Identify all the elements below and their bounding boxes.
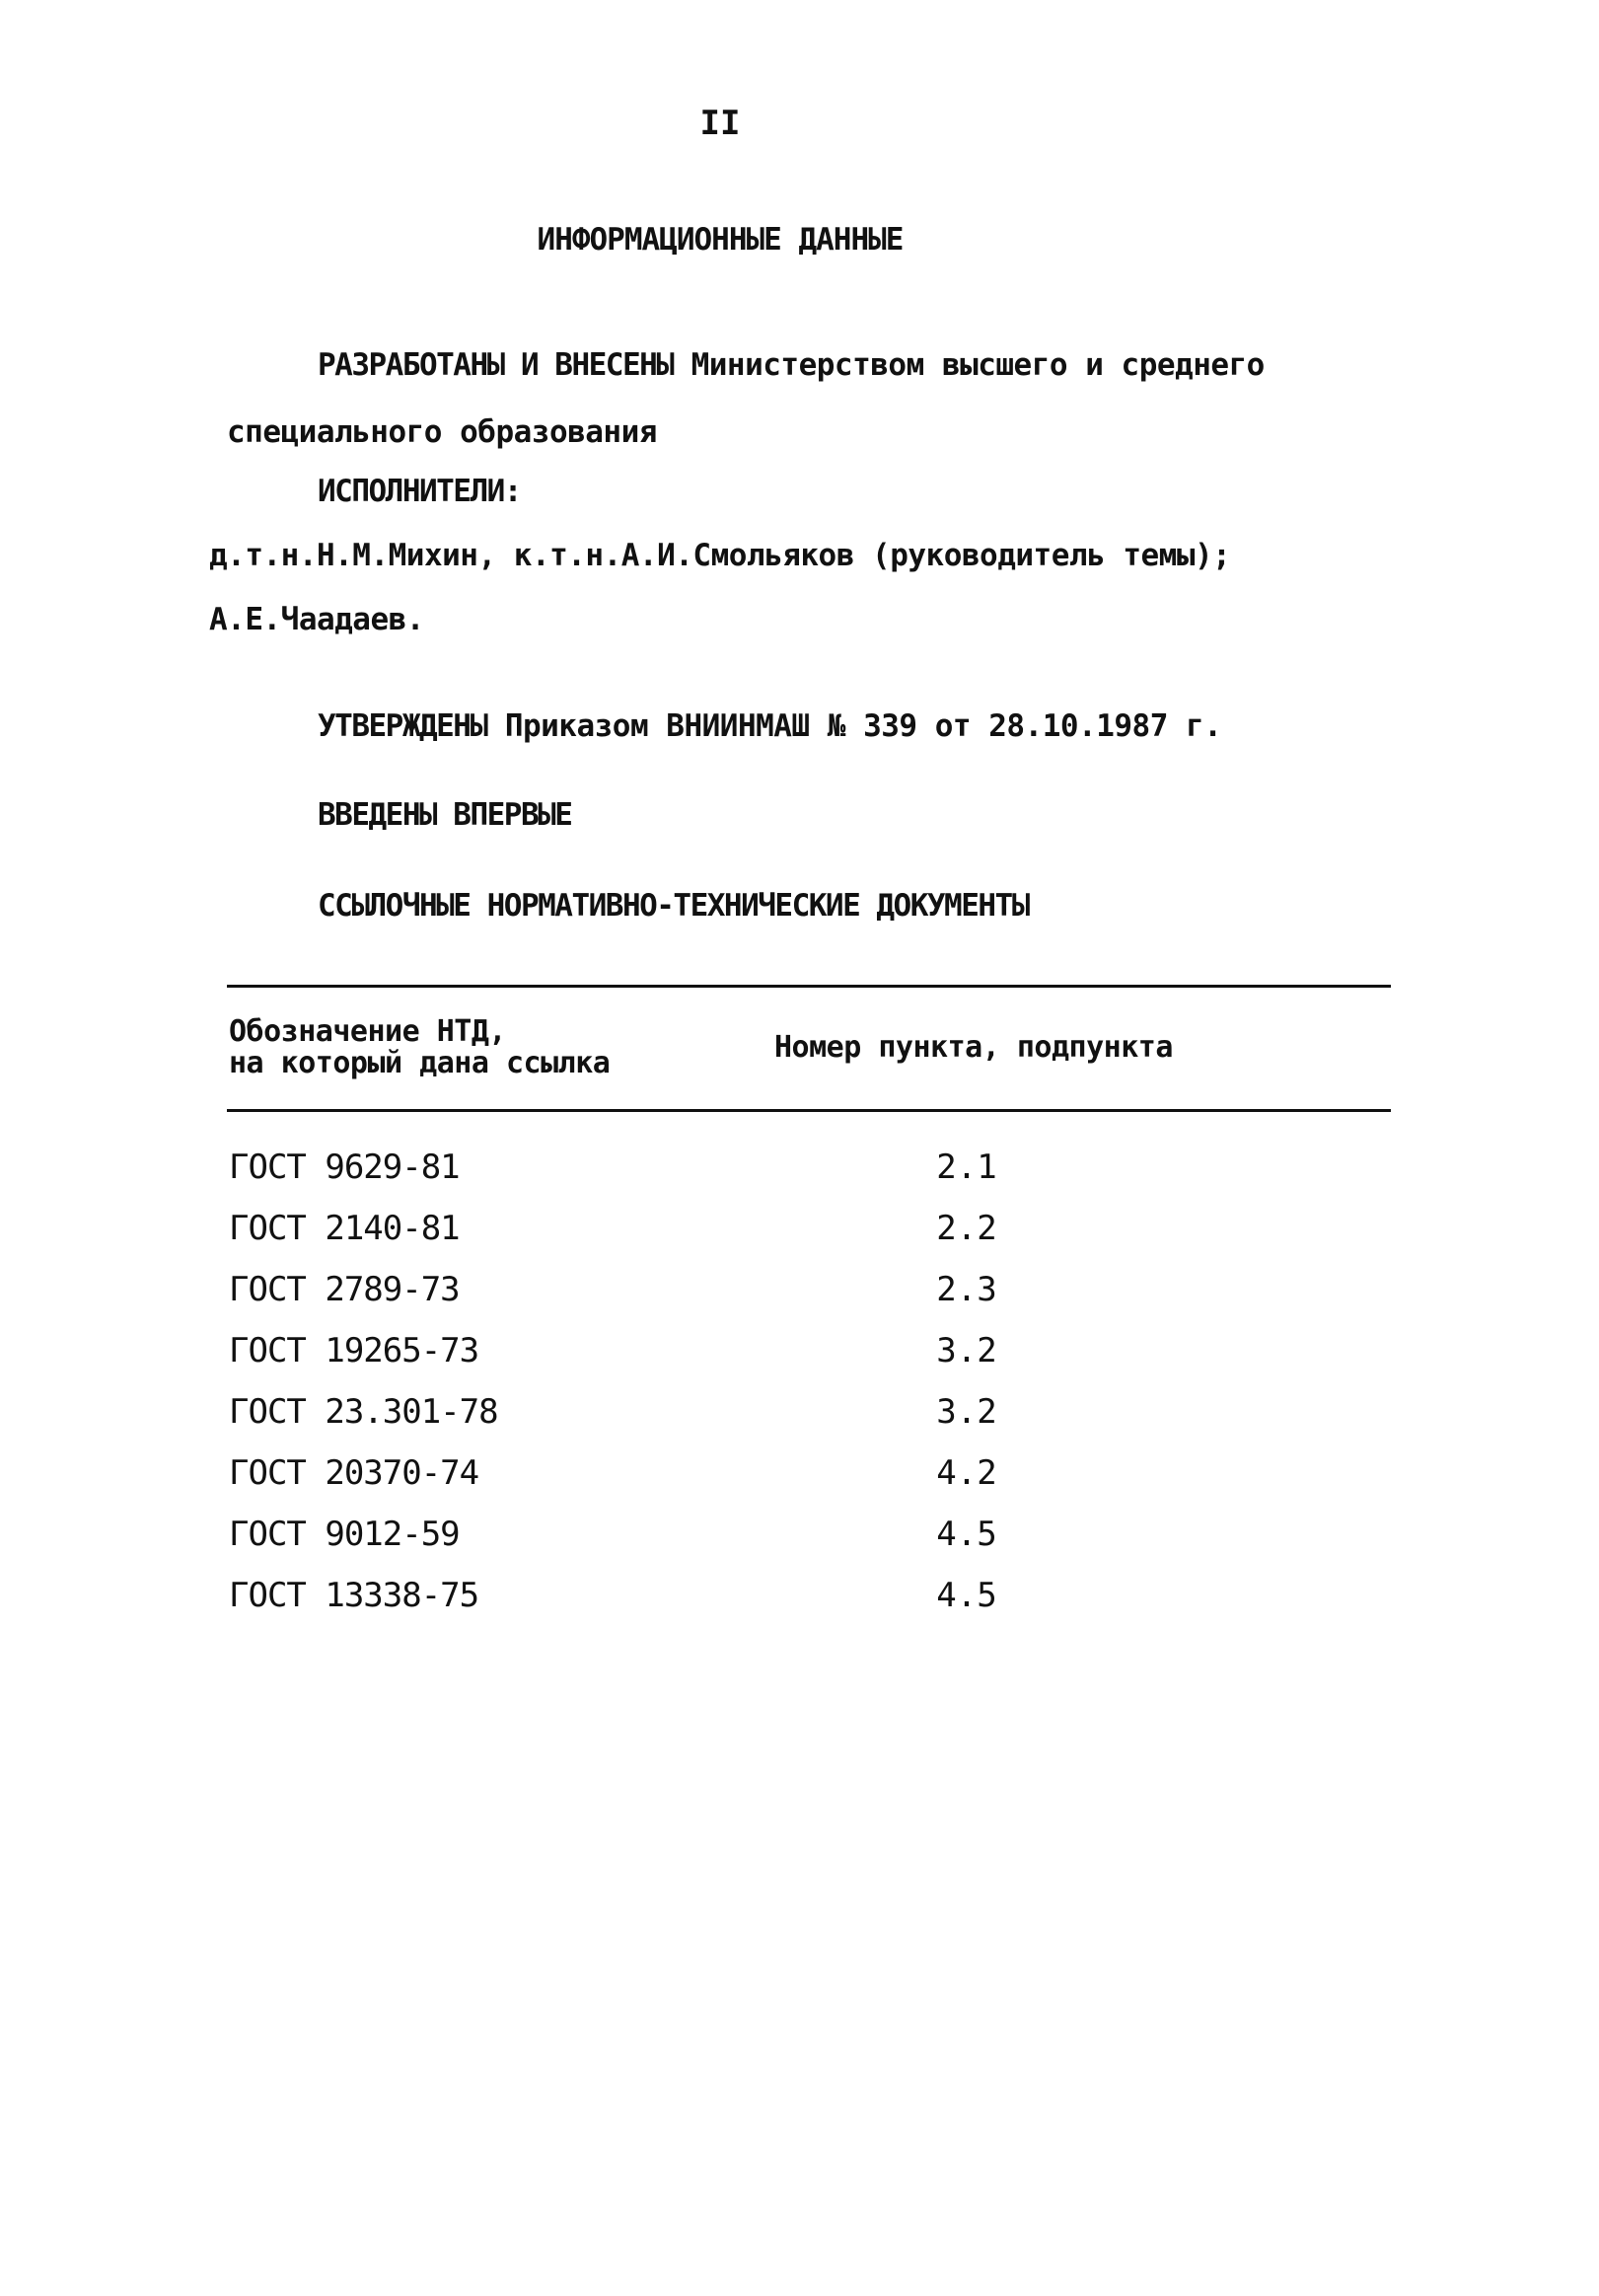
table-row-document: ГОСТ 9629-81 xyxy=(229,1148,460,1187)
approved-text: Приказом ВНИИНМАШ № 339 от 28.10.1987 г. xyxy=(504,708,1222,744)
developed-label: РАЗРАБОТАНЫ И ВНЕСЕНЫ xyxy=(318,347,674,383)
approved-label: УТВЕРЖДЕНЫ xyxy=(318,708,487,744)
table-row-item: 4.5 xyxy=(936,1515,997,1554)
column-header-designation xyxy=(229,1016,610,1079)
approved-line xyxy=(318,708,1221,744)
developed-text: Министерством высшего и среднего xyxy=(690,347,1265,383)
introduced-label: ВВЕДЕНЫ ВПЕРВЫЕ xyxy=(318,797,572,833)
executors-label: ИСПОЛНИТЕЛИ: xyxy=(318,474,521,509)
column-header-designation-line-1: Обозначение НТД, xyxy=(229,1014,506,1049)
column-header-designation-line-2: на который дана ссылка xyxy=(229,1046,611,1080)
table-row-item: 2.2 xyxy=(936,1209,997,1248)
table-row-document: ГОСТ 2140-81 xyxy=(229,1209,460,1248)
column-header-item-number: Номер пункта, подпункта xyxy=(774,1030,1173,1065)
table-row-item: 4.2 xyxy=(936,1453,997,1493)
table-row-document: ГОСТ 9012-59 xyxy=(229,1515,460,1554)
table-row-item: 3.2 xyxy=(936,1331,997,1370)
table-row-document: ГОСТ 13338-75 xyxy=(229,1576,479,1615)
table-row-document: ГОСТ 20370-74 xyxy=(229,1453,479,1493)
developed-line-2: специального образования xyxy=(227,414,657,450)
table-row-document: ГОСТ 23.301-78 xyxy=(229,1392,498,1432)
table-row-item: 2.3 xyxy=(936,1270,997,1309)
table-row-document: ГОСТ 2789-73 xyxy=(229,1270,460,1309)
table-header-rule xyxy=(227,1109,1391,1112)
page-number: II xyxy=(699,104,741,143)
table-row-document: ГОСТ 19265-73 xyxy=(229,1331,479,1370)
table-row-item: 2.1 xyxy=(936,1148,997,1187)
references-heading: ССЫЛОЧНЫЕ НОРМАТИВНО-ТЕХНИЧЕСКИЕ ДОКУМЕНТЫ xyxy=(318,888,1029,924)
executors-line-1: д.т.н.Н.М.Михин, к.т.н.А.И.Смольяков (руководитель темы); xyxy=(209,538,1231,573)
executors-line-2: А.Е.Чаадаев. xyxy=(209,602,424,637)
table-top-rule xyxy=(227,985,1391,988)
table-row-item: 3.2 xyxy=(936,1392,997,1432)
table-row-item: 4.5 xyxy=(936,1576,997,1615)
developed-line-1 xyxy=(318,347,1265,383)
document-title: ИНФОРМАЦИОННЫЕ ДАННЫЕ xyxy=(537,222,904,258)
